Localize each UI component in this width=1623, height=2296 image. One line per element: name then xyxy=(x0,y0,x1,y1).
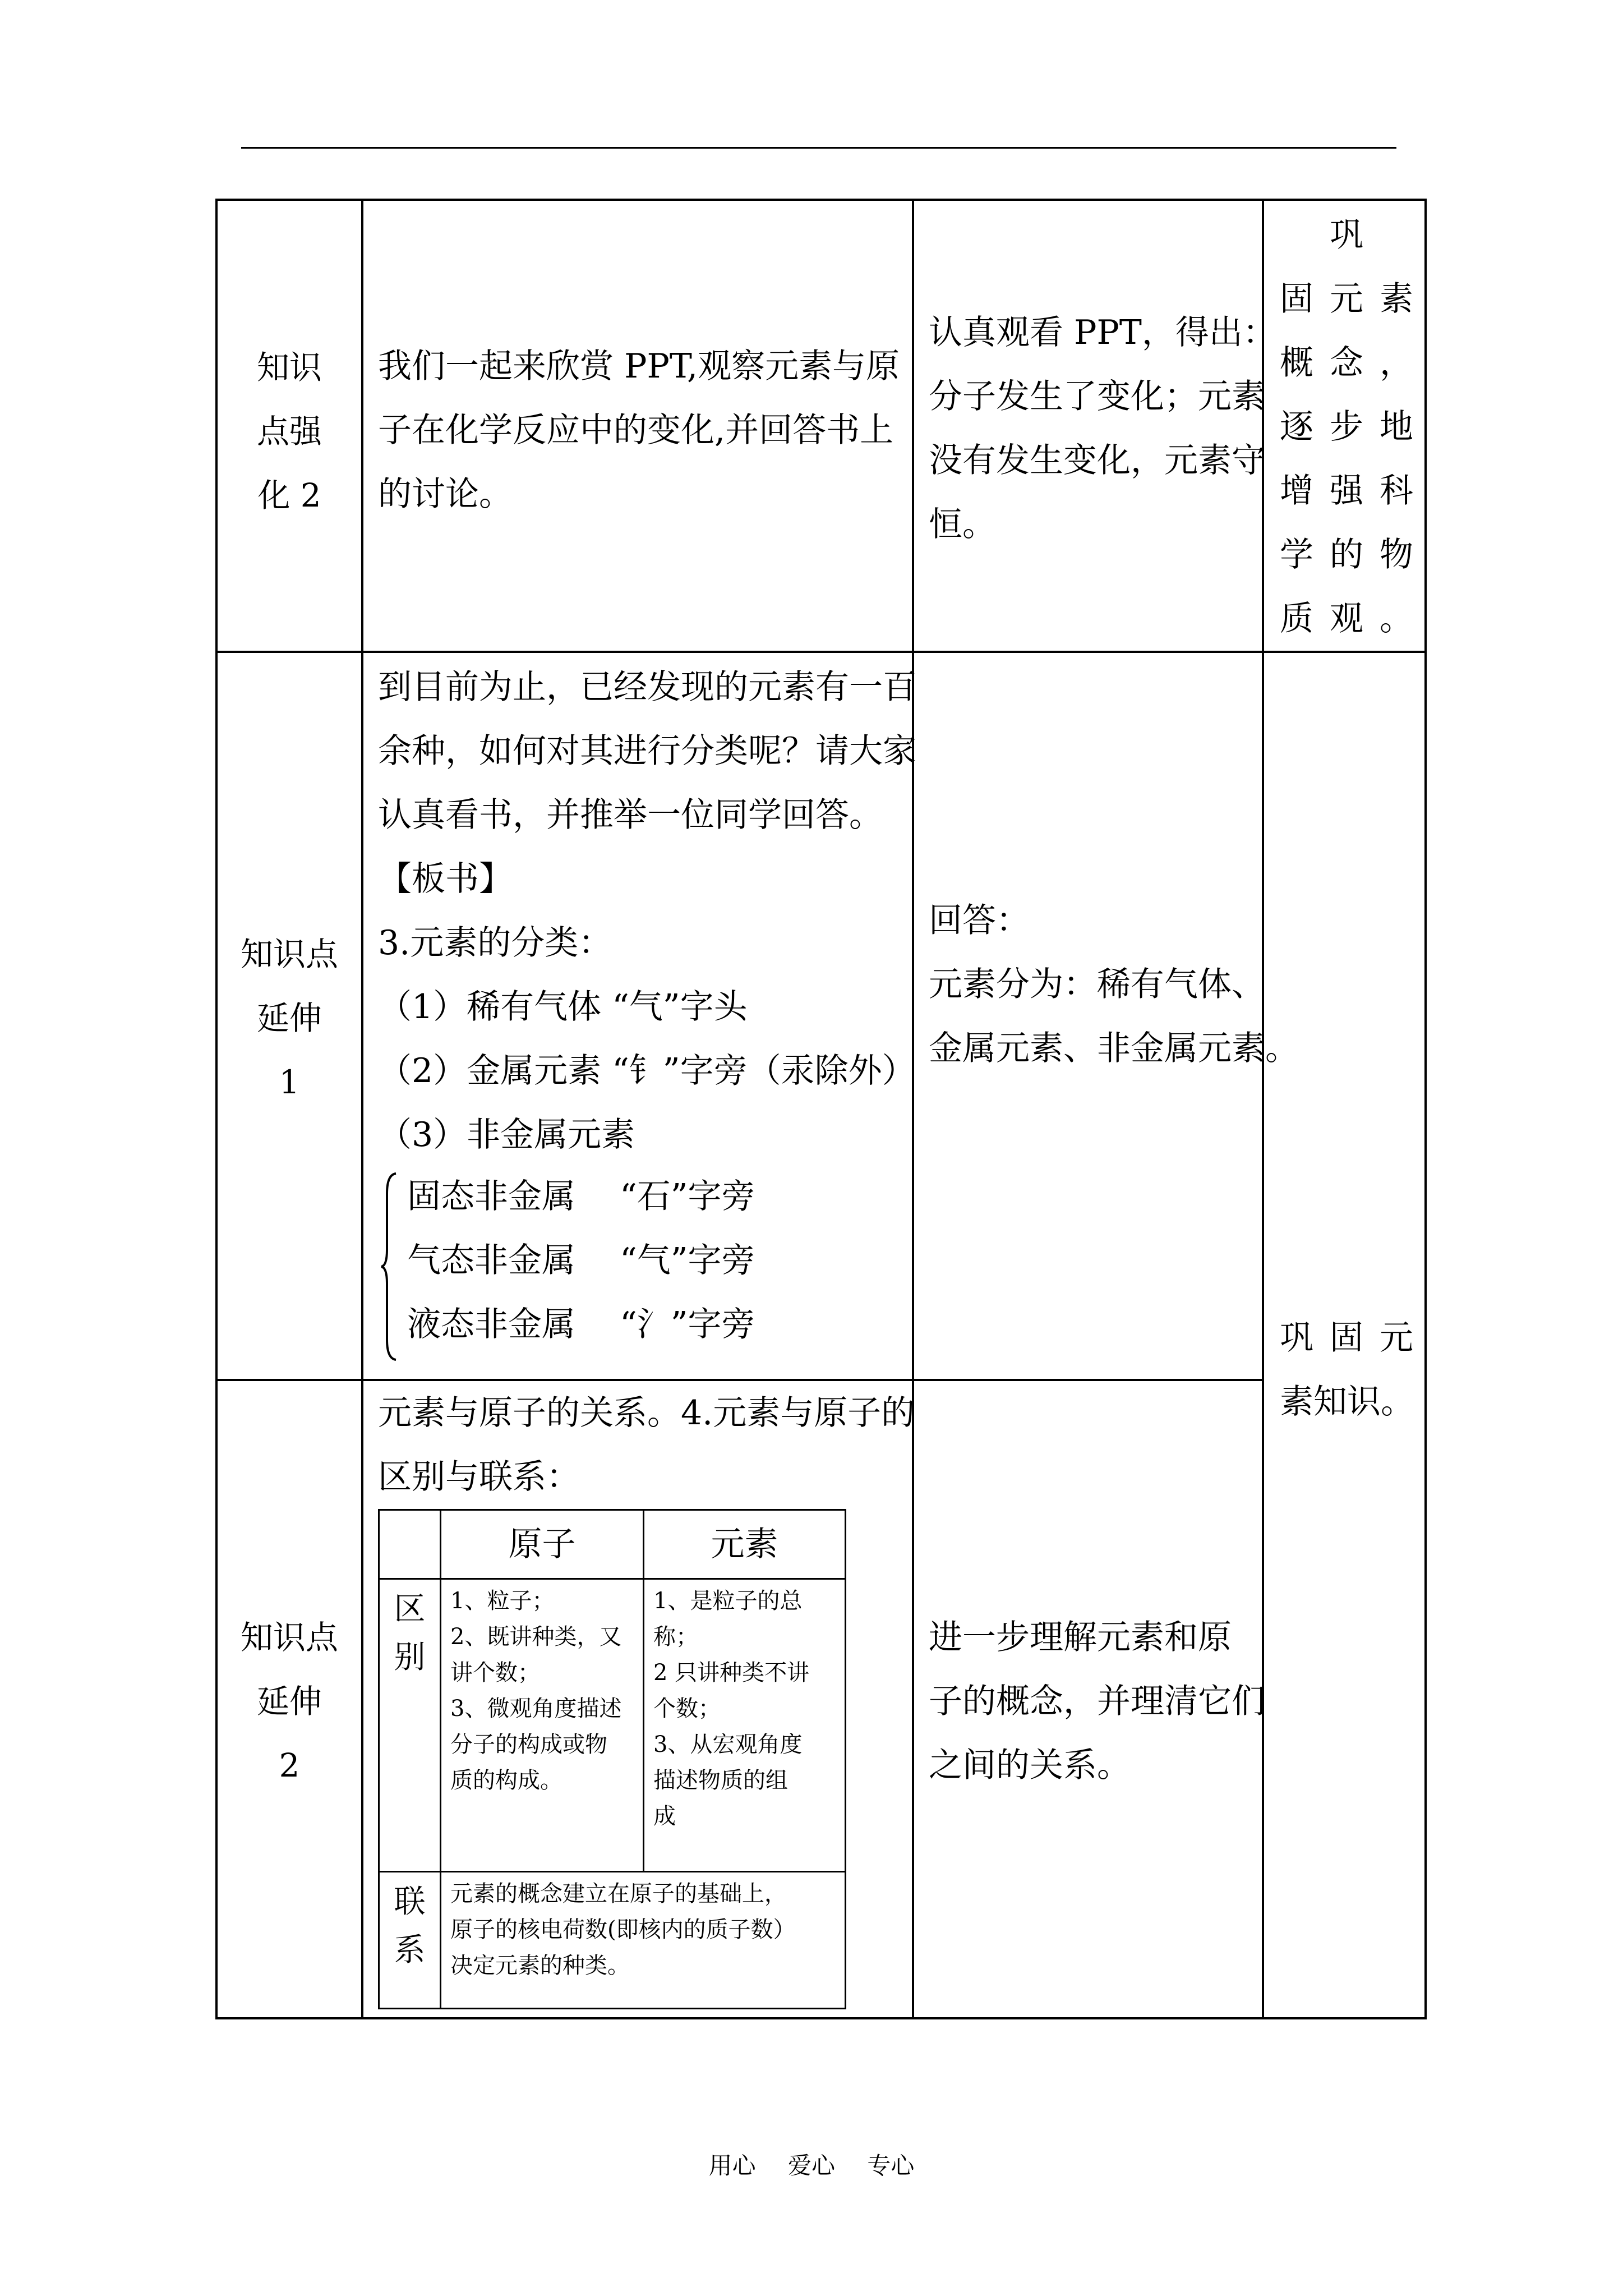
student-activity-text: 回答： 元素分为：稀有气体、 金属元素、非金属元素。 xyxy=(929,901,1299,1068)
atom-header: 原子 xyxy=(441,1510,644,1579)
student-activity-cell xyxy=(913,1380,1263,2018)
stage-cell xyxy=(216,1380,362,2018)
element-difference-text: 1、是粒子的总 称； 2 只讲种类不讲 个数； 3、从宏观角度 描述物质的组 成 xyxy=(644,1579,846,1872)
student-activity-cell xyxy=(913,200,1276,652)
teacher-activity-text: 元素与原子的关系。4.元素与原子的 区别与联系： xyxy=(378,1393,915,1497)
nonmetal-subtypes: 固态非金属 “石”字旁 气态非金属 “气”字旁 液态非金属 “氵”字旁 xyxy=(407,1177,755,1344)
teacher-activity-cell xyxy=(362,652,916,1380)
relation-text: 元素的概念建立在原子的基础上， 原子的核电荷数(即核内的质子数） 决定元素的种类。 xyxy=(441,1872,846,2009)
stage-label: 知识点 延伸 1 xyxy=(240,935,338,1101)
design-intent-cell xyxy=(1263,200,1426,652)
student-activity-cell xyxy=(913,652,1299,1380)
element-header: 元素 xyxy=(644,1510,846,1579)
difference-label: 区 别 xyxy=(379,1579,441,1872)
student-activity-text: 认真观看 PPT，得出： 分子发生了变化；元素 没有发生变化，元素守 恒。 xyxy=(929,313,1276,544)
atom-element-comparison-table xyxy=(378,1509,846,2009)
stage-cell xyxy=(216,652,362,1380)
teacher-activity-cell xyxy=(362,200,913,652)
lesson-plan-table xyxy=(215,199,1427,2019)
relation-label: 联 系 xyxy=(379,1872,441,2009)
curly-brace xyxy=(379,1171,399,1362)
teacher-activity-cell xyxy=(362,1380,913,2018)
page-footer: 用心 爱心 专心 xyxy=(708,2152,915,2179)
table-row xyxy=(216,652,1426,1380)
header-rule xyxy=(241,147,1396,149)
stage-cell xyxy=(216,200,362,652)
table-row xyxy=(216,200,1426,652)
atom-difference-text: 1、粒子； 2、既讲种类，又 讲个数； 3、微观角度描述 分子的构成或物 质的构成。 xyxy=(441,1579,644,1872)
stage-label: 知识点 延伸 2 xyxy=(240,1618,338,1784)
design-intent-text: 巩 固元素 概念， 逐步地 增强科 学的物 质观。 xyxy=(1280,215,1413,638)
stage-label: 知识 点强 化 2 xyxy=(256,348,322,514)
empty-header-cell xyxy=(379,1510,441,1579)
teacher-activity-text: 到目前为止，已经发现的元素有一百 余种，如何对其进行分类呢？请大家 认真看书，并推举一位同学回答。 【板书】 3.元素的分类： （1）稀有气体 “气”字头 （2）金属元素 “钅”字旁（汞除外） （3）非金属元素 xyxy=(378,668,916,1154)
table-row xyxy=(216,1380,1426,2018)
student-activity-text: 进一步理解元素和原 子的概念，并理清它们 之间的关系。 xyxy=(929,1618,1265,1785)
teacher-activity-text: 我们一起来欣赏 PPT,观察元素与原 子在化学反应中的变化,并回答书上 的讨论。 xyxy=(378,347,900,514)
design-intent-cell xyxy=(1263,652,1426,2018)
design-intent-text: 巩固元 素知识。 xyxy=(1280,1318,1414,1421)
